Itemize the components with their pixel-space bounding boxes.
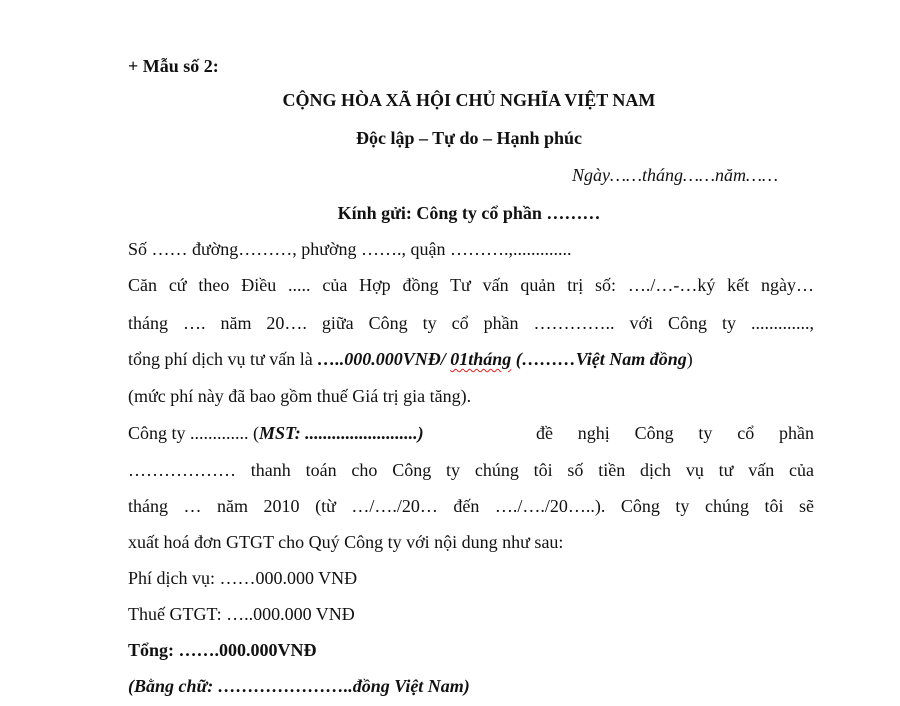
basis-line-1: Căn cứ theo Điều ..... của Hợp đồng Tư vấn quản trị số: …./…-…ký kết ngày… bbox=[128, 275, 814, 295]
date-line: Ngày……tháng……năm…… bbox=[572, 165, 779, 185]
national-title: CỘNG HÒA XÃ HỘI CHỦ NGHĨA VIỆT NAM bbox=[282, 90, 656, 110]
request-line-1 bbox=[128, 421, 814, 445]
request-company: Công ty ............. (MST: .........................) bbox=[128, 423, 424, 443]
fee-in-words: (………Việt Nam đồng bbox=[511, 349, 687, 369]
amount-in-words-line: (Bằng chữ: …………………..đồng Việt Nam) bbox=[128, 676, 470, 696]
request-suffix: đề nghị Công ty cổ phần bbox=[536, 423, 814, 443]
fee-period: 01tháng bbox=[450, 349, 512, 369]
national-motto: Độc lập – Tự do – Hạnh phúc bbox=[355, 128, 583, 148]
form-label: + Mẫu số 2: bbox=[128, 56, 219, 76]
address-line: Số …… đường………, phường ……., quận ……….,............. bbox=[128, 239, 572, 259]
request-line-4: xuất hoá đơn GTGT cho Quý Công ty với nội dung như sau: bbox=[128, 532, 564, 552]
fee-prefix: tổng phí dịch vụ tư vấn là bbox=[128, 349, 318, 369]
basis-line-3 bbox=[128, 347, 693, 371]
fee-amount: …..000.000VNĐ/ bbox=[317, 349, 451, 369]
total-line: Tổng: …….000.000VNĐ bbox=[128, 640, 317, 660]
basis-line-2: tháng …. năm 20…. giữa Công ty cổ phần ………….. với Công ty ............., bbox=[128, 313, 814, 333]
basis-line-4: (mức phí này đã bao gồm thuế Giá trị gia tăng). bbox=[128, 386, 472, 406]
request-line-3: tháng … năm 2010 (từ …/…./20… đến …./…./20…..). Công ty chúng tôi sẽ bbox=[128, 496, 814, 516]
mst-field: MST: .........................) bbox=[259, 423, 424, 443]
request-line-2: ……………… thanh toán cho Công ty chúng tôi số tiền dịch vụ tư vấn của bbox=[128, 460, 814, 480]
fee-suffix: ) bbox=[686, 349, 693, 369]
service-fee-line: Phí dịch vụ: ……000.000 VNĐ bbox=[128, 568, 358, 588]
vat-line: Thuế GTGT: …..000.000 VNĐ bbox=[128, 604, 355, 624]
recipient-line: Kính gửi: Công ty cổ phần ……… bbox=[337, 203, 601, 223]
